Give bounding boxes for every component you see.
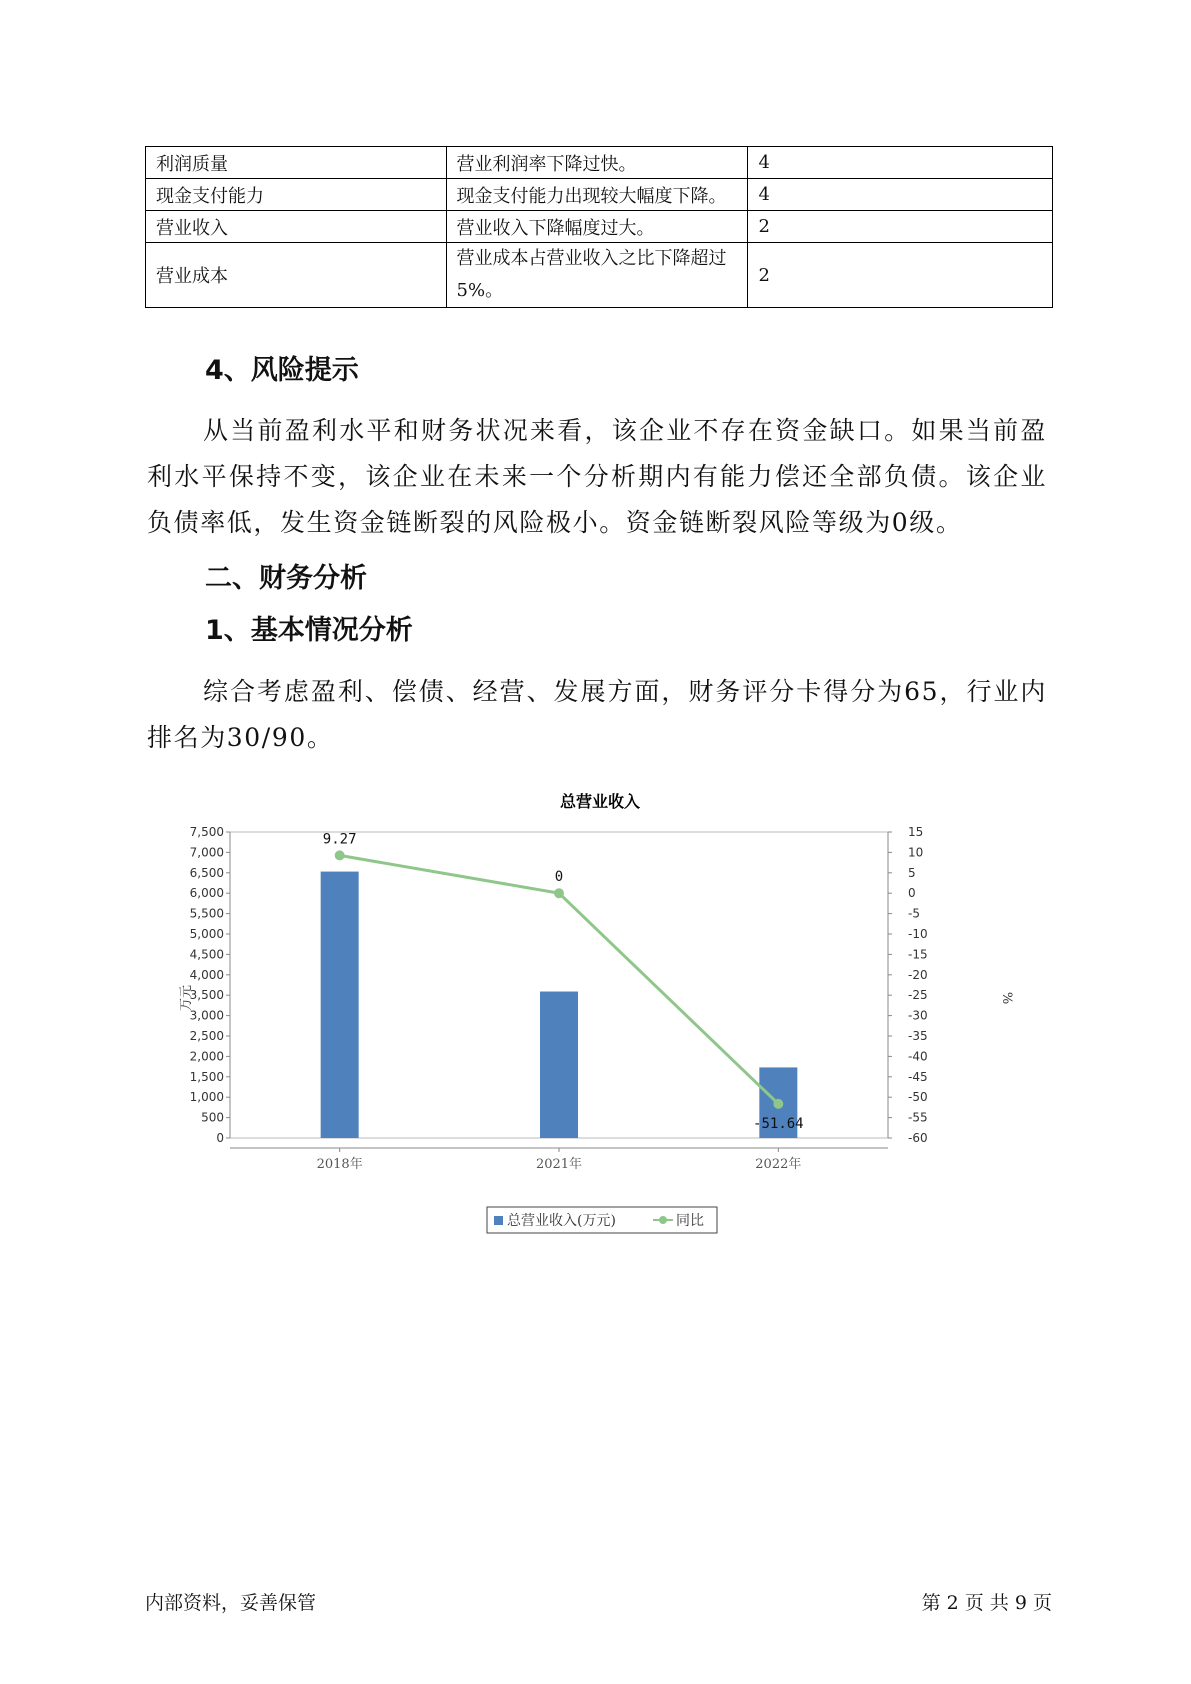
y-tick-label: 2,000 (189, 1049, 224, 1064)
chart-legend (487, 1207, 717, 1233)
table-cell-desc: 营业利润率下降过快。 (446, 147, 748, 179)
yoy-data-label: -51.64 (753, 1115, 804, 1132)
y-right-tick-label: -30 (908, 1008, 928, 1023)
table-cell-score: 4 (748, 147, 1053, 179)
y-tick-label: 5,000 (189, 927, 224, 941)
legend-bar-swatch (494, 1216, 503, 1225)
subsection-heading-basic: 1、基本情况分析 (205, 615, 413, 646)
legend-line-label: 同比 (676, 1213, 704, 1229)
table-cell-item: 现金支付能力 (146, 179, 447, 211)
table-cell-desc: 现金支付能力出现较大幅度下降。 (446, 179, 748, 211)
yoy-data-label: 9.27 (322, 831, 357, 848)
y-tick-label: 7,000 (189, 845, 224, 860)
table-cell-item: 营业收入 (146, 211, 447, 243)
y-tick-label: 1,500 (189, 1069, 224, 1084)
y-axis-title: 万元 (179, 984, 194, 1012)
finance-paragraph: 综合考虑盈利、偿债、经营、发展方面，财务评分卡得分为65，行业内排名为30/90。 (147, 677, 1047, 752)
footer-page-number: 第 2 页 共 9 页 (921, 1592, 1052, 1614)
table-row (146, 243, 1053, 308)
legend-bar-label: 总营业收入(万元) (507, 1213, 616, 1229)
risk-table (145, 146, 1053, 308)
footer-confidential: 内部资料，妥善保管 (145, 1592, 317, 1614)
yoy-point (554, 888, 564, 898)
revenue-chart (170, 780, 1014, 1250)
y-right-tick-label: -10 (908, 927, 928, 941)
table-cell-item: 营业成本 (146, 243, 447, 308)
y-right-tick-label: -35 (908, 1029, 928, 1043)
y-tick-label: 0 (216, 1131, 224, 1145)
y-tick-label: 3,500 (189, 988, 224, 1003)
y-right-tick-label: -20 (908, 967, 928, 982)
bar (540, 992, 578, 1138)
y-axis-title-right: % (999, 991, 1014, 1005)
y-tick-label: 4,000 (189, 967, 224, 982)
y-right-tick-label: -55 (908, 1110, 928, 1125)
yoy-data-label: 0 (554, 869, 564, 886)
y-right-tick-label: 10 (908, 845, 924, 860)
y-right-tick-label: 0 (908, 886, 916, 901)
yoy-point (335, 850, 345, 860)
y-right-tick-label: -60 (908, 1131, 928, 1145)
risk-paragraph: 从当前盈利水平和财务状况来看，该企业不存在资金缺口。如果当前盈利水平保持不变，该企业在未来一个分析期内有能力偿还全部负债。该企业负债率低，发生资金链断裂的风险极小。资金链断裂风险等级为0级。 (147, 416, 1047, 537)
y-tick-label: 6,500 (189, 865, 224, 880)
y-right-tick-label: -45 (908, 1069, 928, 1084)
y-tick-label: 7,500 (189, 825, 224, 839)
y-right-tick-label: -40 (908, 1049, 928, 1064)
table-cell-score: 2 (748, 211, 1053, 243)
table-cell-desc: 营业收入下降幅度过大。 (446, 211, 748, 243)
y-tick-label: 1,000 (189, 1090, 224, 1105)
y-right-tick-label: -25 (908, 988, 928, 1003)
table-cell-score: 4 (748, 179, 1053, 211)
y-tick-label: 2,500 (189, 1029, 224, 1043)
table-cell-item: 利润质量 (146, 147, 447, 179)
y-tick-label: 5,500 (189, 906, 224, 921)
y-right-tick-label: -5 (908, 906, 920, 921)
yoy-point (773, 1099, 783, 1109)
bar (321, 872, 359, 1138)
y-tick-label: 4,500 (189, 947, 224, 962)
table-row (146, 211, 1053, 243)
y-right-tick-label: -50 (908, 1090, 928, 1105)
section-heading-risk: 4、风险提示 (205, 355, 359, 386)
x-tick-label: 2022年 (755, 1157, 802, 1172)
table-row (146, 147, 1053, 179)
y-tick-label: 3,000 (189, 1008, 224, 1023)
section-heading-finance: 二、财务分析 (205, 563, 367, 594)
table-cell-score: 2 (748, 243, 1053, 308)
x-tick-label: 2021年 (535, 1157, 583, 1172)
y-right-tick-label: -15 (908, 947, 928, 962)
y-tick-label: 500 (201, 1110, 224, 1125)
y-right-tick-label: 5 (908, 865, 916, 880)
chart-title: 总营业收入 (559, 792, 641, 811)
y-right-tick-label: 15 (908, 825, 924, 839)
legend-line-marker (659, 1216, 667, 1224)
table-cell-desc: 营业成本占营业收入之比下降超过5%。 (446, 243, 748, 308)
x-tick-label: 2018年 (316, 1157, 363, 1172)
y-tick-label: 6,000 (189, 886, 224, 901)
table-row (146, 179, 1053, 211)
